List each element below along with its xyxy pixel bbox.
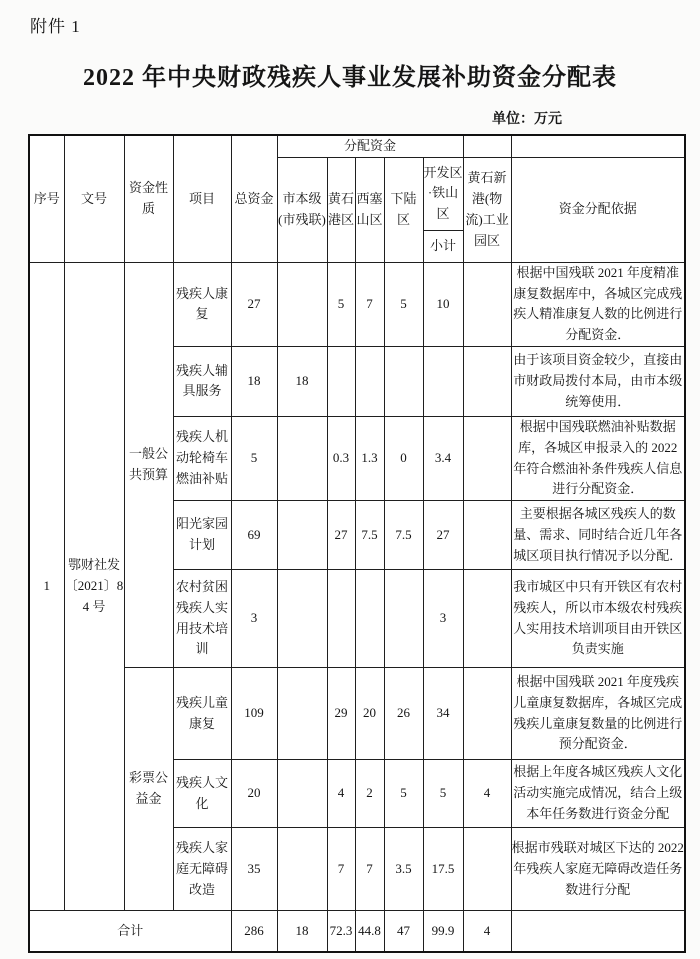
project-cell: 残疾人康复 [173, 262, 231, 346]
xingang-cell [463, 570, 511, 668]
basis-cell [511, 911, 685, 952]
xingang-cell [463, 668, 511, 760]
header-row-top [29, 135, 685, 157]
project-cell: 残疾儿童康复 [173, 668, 231, 760]
header-basis: 资金分配依据 [511, 157, 685, 262]
subtotal-cell: 17.5 [423, 828, 463, 911]
header-subtotal: 小计 [423, 230, 463, 262]
project-cell: 残疾人家庭无障碍改造 [173, 828, 231, 911]
huangshigang-cell: 5 [327, 262, 355, 346]
xisaishan-cell: 44.8 [355, 911, 384, 952]
xialu-cell: 3.5 [384, 828, 423, 911]
total-row [29, 911, 685, 952]
header-total: 总资金 [231, 135, 277, 262]
header-city-level: 市本级(市残联) [277, 157, 327, 262]
huangshigang-cell [327, 346, 355, 416]
basis-cell: 由于该项目资金较少，直接由市财政局拨付本局，由市本级统筹使用． [511, 346, 685, 416]
header-xingang-park: 黄石新港(物流)工业园区 [463, 157, 511, 262]
header-allocated-funds: 分配资金 [277, 135, 463, 157]
xingang-cell: 4 [463, 760, 511, 828]
huangshigang-cell [327, 570, 355, 668]
total-cell: 35 [231, 828, 277, 911]
city-level-cell [277, 570, 327, 668]
xialu-cell [384, 570, 423, 668]
xingang-cell: 4 [463, 911, 511, 952]
huangshigang-cell: 4 [327, 760, 355, 828]
city-level-cell [277, 760, 327, 828]
xialu-cell: 0 [384, 416, 423, 500]
header-doc-no: 文号 [64, 135, 124, 262]
table-row [29, 668, 685, 760]
subtotal-cell: 10 [423, 262, 463, 346]
huangshigang-cell: 0.3 [327, 416, 355, 500]
header-huangshigang: 黄石港区 [327, 157, 355, 262]
basis-cell: 我市城区中只有开铁区有农村残疾人，所以市本级农村残疾人实用技术培训项目由开铁区负责实施 [511, 570, 685, 668]
header-xialu: 下陆区 [384, 157, 423, 262]
huangshigang-cell: 72.3 [327, 911, 355, 952]
project-cell: 阳光家园计划 [173, 501, 231, 570]
total-cell: 20 [231, 760, 277, 828]
xialu-cell: 7.5 [384, 501, 423, 570]
xialu-cell: 5 [384, 760, 423, 828]
empty-header-cell [511, 135, 685, 157]
basis-cell: 根据中国残联 2021 年度精准康复数据库中，各城区完成残疾人精准康复人数的比例进行分配资金． [511, 262, 685, 346]
basis-cell: 根据市残联对城区下达的 2022 年残疾人家庭无障碍改造任务数进行分配 [511, 828, 685, 911]
serial-cell: 1 [29, 262, 64, 910]
xingang-cell [463, 501, 511, 570]
empty-header-cell [463, 135, 511, 157]
subtotal-cell: 99.9 [423, 911, 463, 952]
basis-cell: 根据上年度各城区残疾人文化活动实施完成情况，结合上级本年任务数进行资金分配 [511, 760, 685, 828]
table-row [29, 262, 685, 346]
attachment-label: 附件 1 [30, 17, 81, 36]
xisaishan-cell: 1.3 [355, 416, 384, 500]
xialu-cell: 47 [384, 911, 423, 952]
xisaishan-cell [355, 346, 384, 416]
xisaishan-cell: 7.5 [355, 501, 384, 570]
xisaishan-cell: 2 [355, 760, 384, 828]
subtotal-cell: 5 [423, 760, 463, 828]
total-cell: 27 [231, 262, 277, 346]
city-level-cell: 18 [277, 911, 327, 952]
city-level-cell [277, 262, 327, 346]
unit-note: 单位：万元 [492, 112, 562, 127]
total-cell: 18 [231, 346, 277, 416]
xialu-cell: 5 [384, 262, 423, 346]
allocation-table [28, 134, 686, 953]
project-cell: 残疾人文化 [173, 760, 231, 828]
huangshigang-cell: 27 [327, 501, 355, 570]
xingang-cell [463, 262, 511, 346]
header-fund-nature: 资金性质 [124, 135, 173, 262]
xisaishan-cell: 20 [355, 668, 384, 760]
xingang-cell [463, 828, 511, 911]
xingang-cell [463, 346, 511, 416]
xisaishan-cell: 7 [355, 828, 384, 911]
xingang-cell [463, 416, 511, 500]
total-cell: 5 [231, 416, 277, 500]
basis-cell: 根据中国残联 2021 年度残疾儿童康复数据库，各城区完成残疾儿童康复数量的比例进行预分配资金． [511, 668, 685, 760]
total-cell: 109 [231, 668, 277, 760]
huangshigang-cell: 29 [327, 668, 355, 760]
city-level-cell [277, 416, 327, 500]
subtotal-cell: 3.4 [423, 416, 463, 500]
total-cell: 69 [231, 501, 277, 570]
subtotal-cell: 3 [423, 570, 463, 668]
xisaishan-cell [355, 570, 384, 668]
fund-nature-cell: 一般公共预算 [124, 262, 173, 667]
fund-nature-cell: 彩票公益金 [124, 668, 173, 911]
header-serial: 序号 [29, 135, 64, 262]
project-cell: 残疾人机动轮椅车燃油补贴 [173, 416, 231, 500]
huangshigang-cell: 7 [327, 828, 355, 911]
city-level-cell [277, 501, 327, 570]
basis-cell: 主要根据各城区残疾人的数量、需求、同时结合近几年各城区项目执行情况予以分配． [511, 501, 685, 570]
total-cell: 286 [231, 911, 277, 952]
header-xisaishan: 西塞山区 [355, 157, 384, 262]
city-level-cell [277, 668, 327, 760]
city-level-cell: 18 [277, 346, 327, 416]
subtotal-cell [423, 346, 463, 416]
total-label-cell: 合计 [29, 911, 231, 952]
header-kaifa-tieshan: 开发区·铁山区 [423, 157, 463, 230]
xialu-cell: 26 [384, 668, 423, 760]
subtotal-cell: 34 [423, 668, 463, 760]
total-cell: 3 [231, 570, 277, 668]
subtotal-cell: 27 [423, 501, 463, 570]
xisaishan-cell: 7 [355, 262, 384, 346]
header-project: 项目 [173, 135, 231, 262]
city-level-cell [277, 828, 327, 911]
page-title: 2022 年中央财政残疾人事业发展补助资金分配表 [83, 65, 617, 91]
project-cell: 农村贫困残疾人实用技术培训 [173, 570, 231, 668]
doc-no-cell: 鄂财社发〔2021〕84 号 [64, 262, 124, 910]
xialu-cell [384, 346, 423, 416]
basis-cell: 根据中国残联燃油补贴数据库，各城区申报录入的 2022 年符合燃油补条件残疾人信息进行分配资金． [511, 416, 685, 500]
project-cell: 残疾人辅具服务 [173, 346, 231, 416]
